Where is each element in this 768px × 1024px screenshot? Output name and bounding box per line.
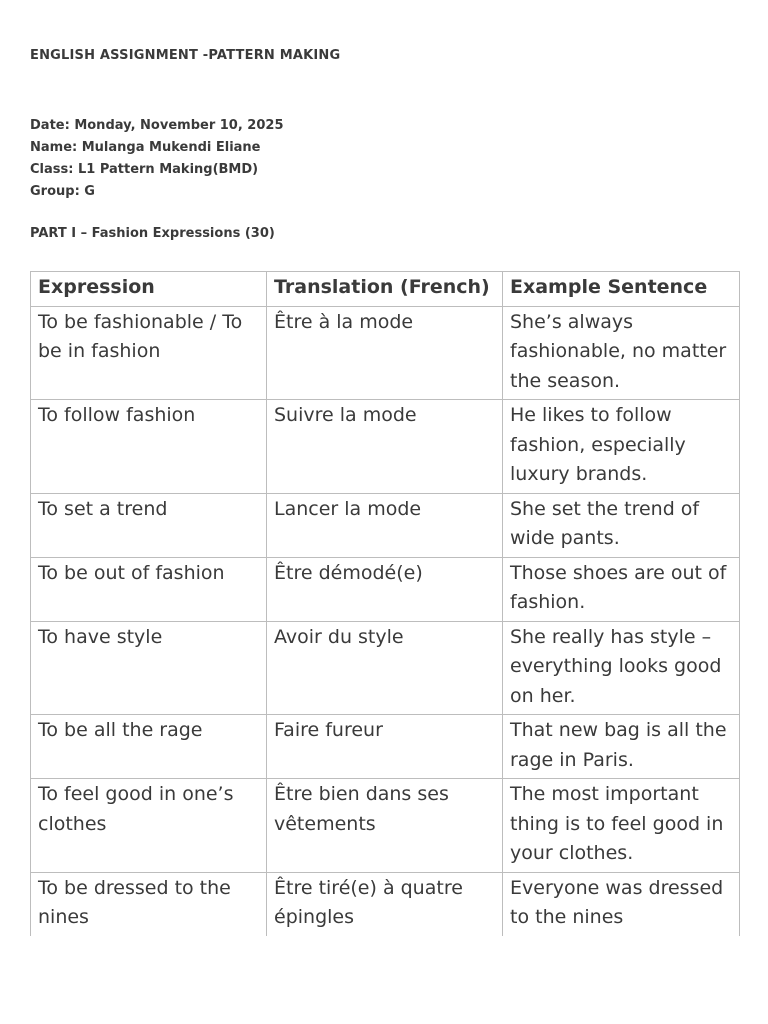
example-cell: He likes to follow fashion, especially luxury brands. [503,400,740,494]
example-cell: She’s always fashionable, no matter the season. [503,306,740,400]
table-row [31,621,740,715]
expression-cell: To be out of fashion [31,557,267,621]
translation-cell: Être à la mode [267,306,503,400]
example-cell: Those shoes are out of fashion. [503,557,740,621]
table-row [31,872,740,936]
translation-cell: Être bien dans ses vêtements [267,779,503,873]
expression-cell: To follow fashion [31,400,267,494]
group-line: Group: G [30,184,95,199]
table-row [31,715,740,779]
table-row [31,493,740,557]
header-translation: Translation (French) [267,272,503,307]
translation-cell: Suivre la mode [267,400,503,494]
part-heading: PART I – Fashion Expressions (30) [30,226,275,241]
translation-cell: Faire fureur [267,715,503,779]
example-cell: She set the trend of wide pants. [503,493,740,557]
expressions-table [30,271,740,936]
table-row [31,779,740,873]
expression-cell: To be dressed to the nines [31,872,267,936]
translation-cell: Être démodé(e) [267,557,503,621]
assignment-details [30,115,284,203]
name-line: Name: Mulanga Mukendi Eliane [30,140,261,155]
header-example-sentence: Example Sentence [503,272,740,307]
translation-cell: Lancer la mode [267,493,503,557]
table-row [31,306,740,400]
translation-cell: Être tiré(e) à quatre épingles [267,872,503,936]
expression-cell: To have style [31,621,267,715]
table-row [31,400,740,494]
example-cell: She really has style – everything looks good on her. [503,621,740,715]
example-cell: That new bag is all the rage in Paris. [503,715,740,779]
example-cell: The most important thing is to feel good in your clothes. [503,779,740,873]
expression-cell: To be all the rage [31,715,267,779]
example-cell: Everyone was dressed to the nines [503,872,740,936]
date-line: Date: Monday, November 10, 2025 [30,118,284,133]
header-expression: Expression [31,272,267,307]
expression-cell: To feel good in one’s clothes [31,779,267,873]
translation-cell: Avoir du style [267,621,503,715]
expression-cell: To be fashionable / To be in fashion [31,306,267,400]
table-header-row [31,272,740,307]
expression-cell: To set a trend [31,493,267,557]
table-row [31,557,740,621]
document-title: ENGLISH ASSIGNMENT -PATTERN MAKING [30,48,341,63]
class-line: Class: L1 Pattern Making(BMD) [30,162,259,177]
